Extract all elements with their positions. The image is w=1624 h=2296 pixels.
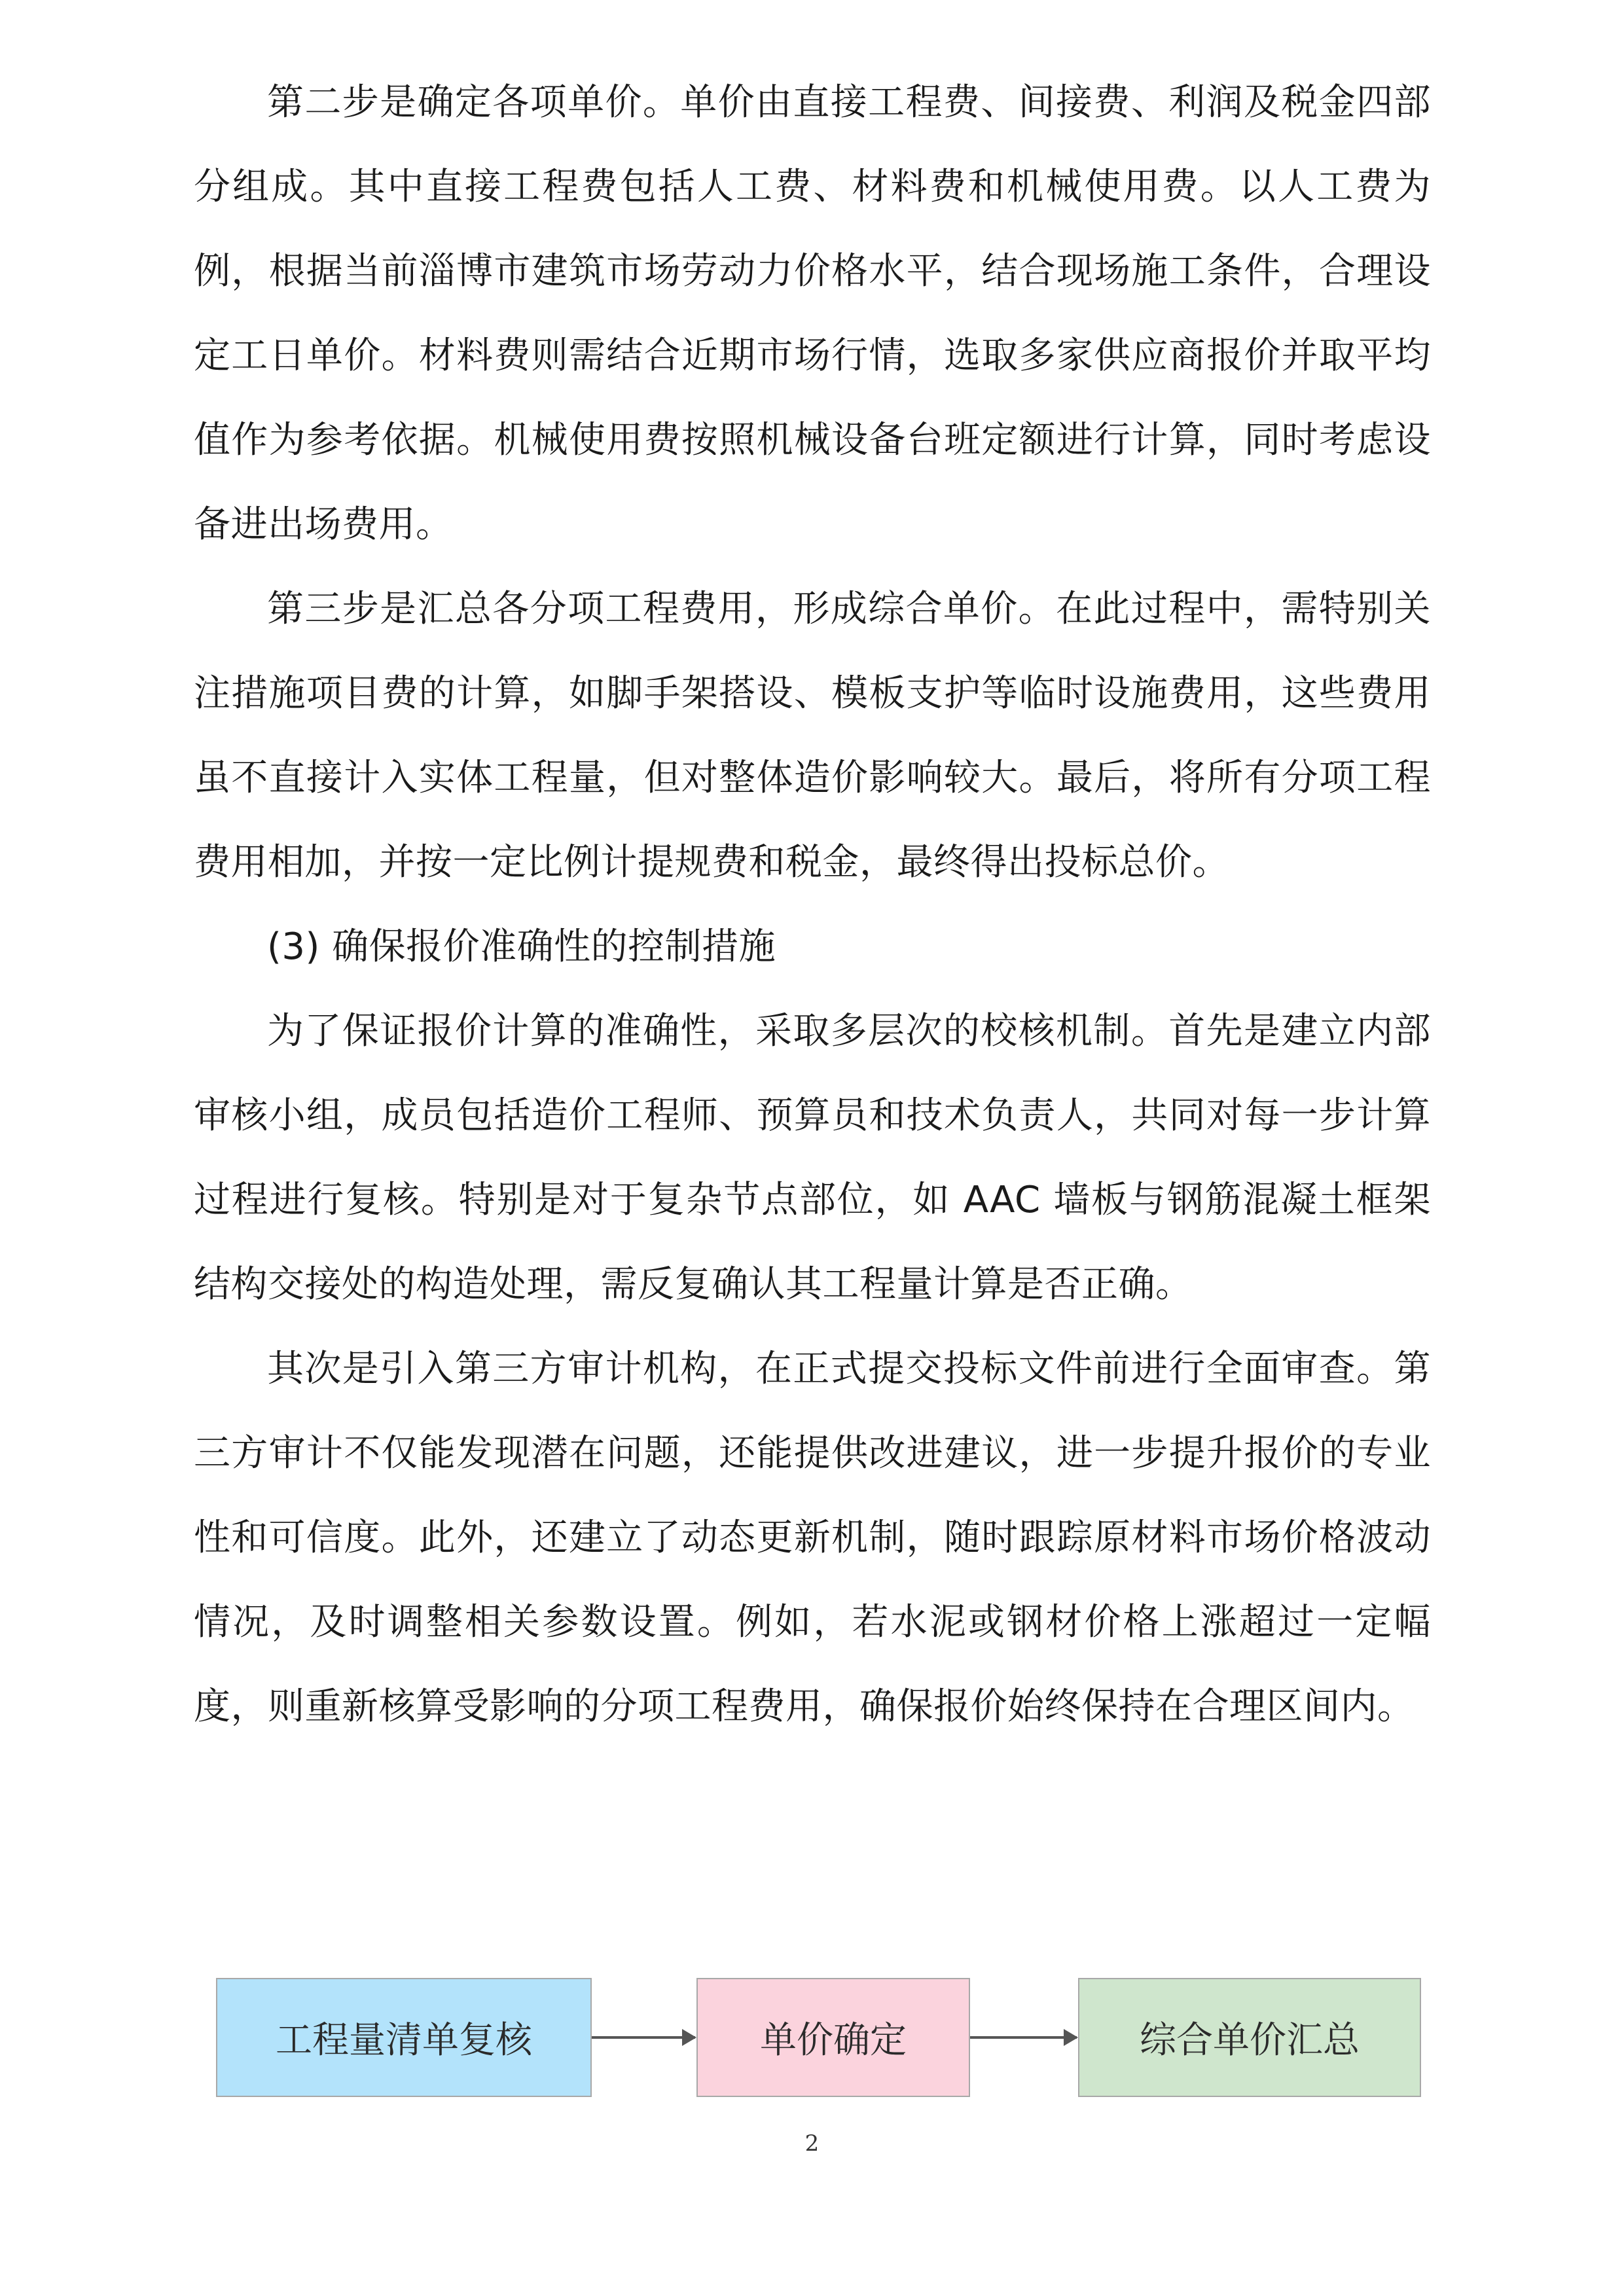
- flow-step-composite-summary: 综合单价汇总: [1078, 1978, 1421, 2097]
- flow-arrow-icon: [592, 2036, 695, 2039]
- paragraph-composite-price: 第三步是汇总各分项工程费用，形成综合单价。在此过程中，需特别关注措施项目费的计算，如脚手架搭设、模板支护等临时设施费用，这些费用虽不直接计入实体工程量，但对整体造价影响较大。最后，将所有分项工程费用相加，并按一定比例计提规费和税金，最终得出投标总价。: [194, 588, 1431, 884]
- flow-step-quantity-review: 工程量清单复核: [216, 1978, 592, 2097]
- flow-step-unit-price: 单价确定: [696, 1978, 970, 2097]
- page-number: 2: [804, 2130, 820, 2157]
- section-heading: (3) 确保报价准确性的控制措施: [267, 925, 776, 968]
- process-flowchart: [0, 1978, 1624, 2100]
- flow-arrow-icon: [970, 2036, 1077, 2039]
- paragraph-review-mechanism: 为了保证报价计算的准确性，采取多层次的校核机制。首先是建立内部审核小组，成员包括造价工程师、预算员和技术负责人，共同对每一步计算过程进行复核。特别是对于复杂节点部位，如 AAC 墙板与钢筋混凝土框架结构交接处的构造处理，需反复确认其工程量计算是否正确。: [194, 1010, 1431, 1306]
- paragraph-third-party-audit: 其次是引入第三方审计机构，在正式提交投标文件前进行全面审查。第三方审计不仅能发现潜在问题，还能提供改进建议，进一步提升报价的专业性和可信度。此外，还建立了动态更新机制，随时跟踪原材料市场价格波动情况，及时调整相关参数设置。例如，若水泥或钢材价格上涨超过一定幅度，则重新核算受影响的分项工程费用，确保报价始终保持在合理区间内。: [194, 1348, 1431, 1728]
- document-body: [194, 60, 1431, 1749]
- paragraph-unit-price: 第二步是确定各项单价。单价由直接工程费、间接费、利润及税金四部分组成。其中直接工程费包括人工费、材料费和机械使用费。以人工费为例，根据当前淄博市建筑市场劳动力价格水平，结合现场施工条件，合理设定工日单价。材料费则需结合近期市场行情，选取多家供应商报价并取平均值作为参考依据。机械使用费按照机械设备台班定额进行计算，同时考虑设备进出场费用。: [194, 81, 1431, 546]
